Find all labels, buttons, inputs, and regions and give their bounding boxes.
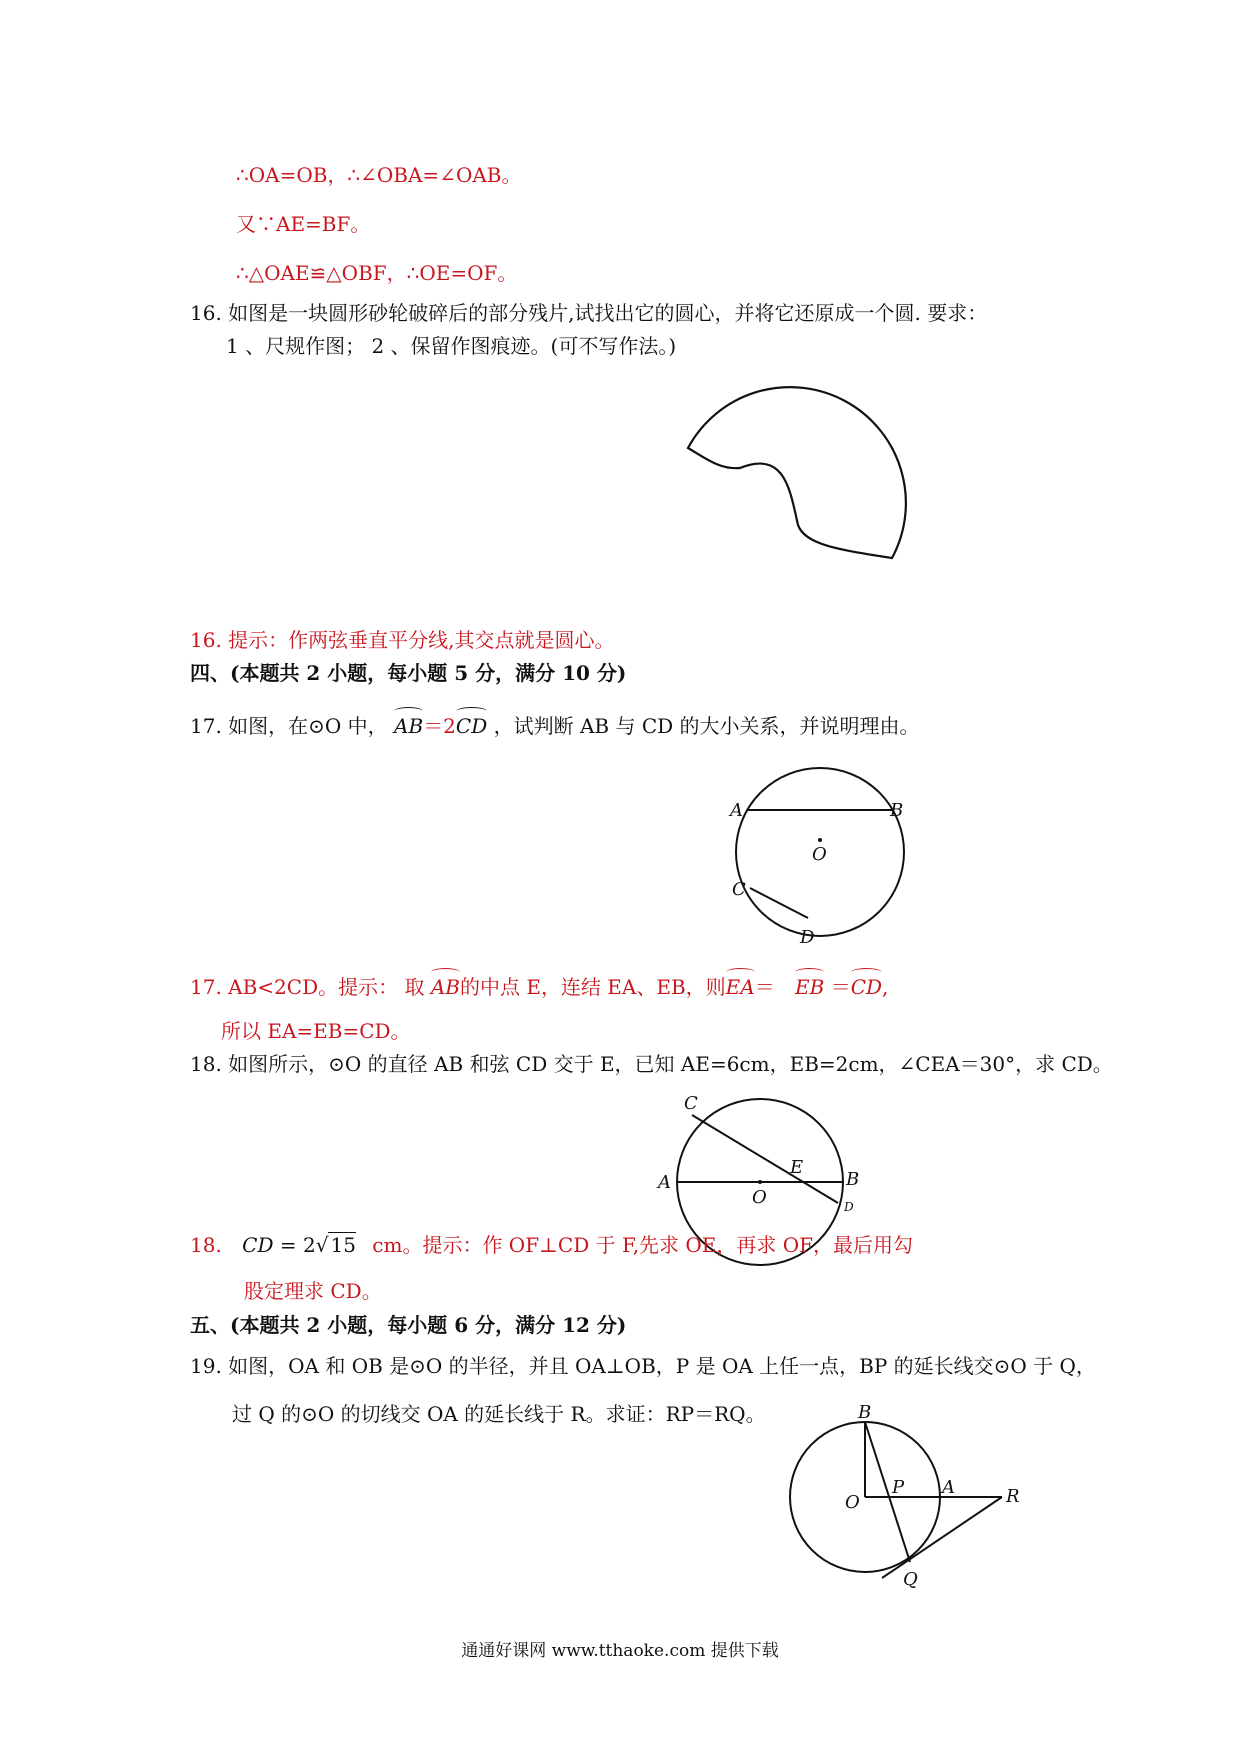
q17-answer-eq2: ＝ (830, 975, 851, 999)
q17-label-o: O (812, 844, 827, 865)
q17-answer-mid: 的中点 E，连结 EA、EB，则 (459, 975, 726, 999)
q16-hint: 16. 提示：作两弦垂直平分线,其交点就是圆心。 (190, 628, 615, 652)
q18-answer-rest: cm。提示：作 OF⊥CD 于 F,先求 OE，再求 OF，最后用勾 (372, 1233, 914, 1257)
q18-label-e: E (790, 1157, 804, 1178)
q19-circle-figure (770, 1400, 1040, 1590)
q18-center-point (758, 1180, 762, 1184)
q19-text-line-1: 19. 如图，OA 和 OB 是⊙O 的半径，并且 OA⊥OB，P 是 OA 上任一点，BP 的延长线交⊙O 于 Q， (190, 1354, 1096, 1378)
q17-answer-arc-ab: AB (430, 975, 460, 999)
q18-answer-num: 18. (190, 1233, 222, 1257)
q17-eq: ＝2 (423, 714, 456, 738)
q17-answer-arc-eb: EB (795, 975, 825, 999)
q17-answer-end: , (882, 975, 889, 999)
q17-chord-cd (750, 888, 808, 918)
section-4-heading: 四、(本题共 2 小题，每小题 5 分，满分 10 分) (190, 661, 627, 685)
q17-answer-pre: 17. AB<2CD。提示： 取 (190, 975, 425, 999)
q18-label-c: C (684, 1093, 698, 1114)
q18-answer-eq: = 2 (273, 1233, 316, 1257)
q19-text-line-2: 过 Q 的⊙O 的切线交 OA 的延长线于 R。求证：RP＝RQ。 (232, 1402, 766, 1426)
q18-label-b: B (846, 1169, 860, 1190)
q18-answer-radicand: 15 (330, 1233, 356, 1257)
q17-text-post: ，试判断 AB 与 CD 的大小关系，并说明理由。 (493, 714, 920, 738)
q18-label-a: A (658, 1172, 671, 1193)
page-footer: 通通好课网 www.tthaoke.com 提供下载 (461, 1641, 779, 1661)
q19-label-b: B (858, 1402, 872, 1423)
proof-line-3: ∴△OAE≌△OBF，∴OE=OF。 (236, 261, 518, 285)
q17-answer-line-1 (190, 974, 888, 1000)
q17-answer-line-2: 所以 EA=EB=CD。 (221, 1019, 411, 1043)
q17-label-a: A (730, 800, 743, 821)
q18-answer-line-2: 股定理求 CD。 (244, 1279, 382, 1303)
q18-answer-line-1 (190, 1232, 913, 1258)
q17-center-point (818, 838, 822, 842)
q17-answer-arc-ea: EA (725, 975, 755, 999)
q18-label-o: O (752, 1187, 767, 1208)
q18-answer-formula: CD = 2√ 15 (242, 1233, 356, 1257)
q17-text-pre: 17. 如图，在⊙O 中， (190, 714, 388, 738)
q17-arc-ab: AB (394, 714, 424, 738)
q19-label-r: R (1006, 1486, 1020, 1507)
q16-text-line-2: 1 、尺规作图； 2 、保留作图痕迹。(可不写作法。) (226, 334, 677, 358)
q16-broken-wheel-figure (670, 380, 910, 570)
proof-line-1: ∴OA=OB，∴∠OBA=∠OAB。 (236, 163, 522, 187)
q19-tangent-rq (882, 1497, 1002, 1578)
q17-question (190, 713, 920, 739)
proof-line-2: 又∵AE=BF。 (236, 212, 371, 236)
q17-label-c: C (732, 879, 746, 900)
q18-question: 18. 如图所示，⊙O 的直径 AB 和弦 CD 交于 E，已知 AE=6cm，EB=2cm，∠CEA＝30°，求 CD。 (190, 1052, 1113, 1076)
q17-arc-cd: CD (455, 714, 488, 738)
q17-circle-figure (720, 760, 920, 950)
q18-label-d: D (844, 1200, 854, 1214)
q18-answer-cd: CD (242, 1233, 274, 1257)
q17-answer-eq1: ＝ (754, 975, 775, 999)
section-5-heading: 五、(本题共 2 小题，每小题 6 分，满分 12 分) (190, 1313, 627, 1337)
q19-label-a: A (942, 1477, 955, 1498)
q17-answer-arc-cd: CD (850, 975, 883, 999)
wheel-fragment-outline (688, 387, 906, 558)
q17-label-d: D (800, 927, 815, 948)
q19-label-p: P (892, 1477, 905, 1498)
q19-label-o: O (845, 1492, 860, 1513)
q19-label-q: Q (903, 1569, 918, 1590)
q16-text-line-1: 16. 如图是一块圆形砂轮破碎后的部分残片,试找出它的圆心，并将它还原成一个圆. 要求： (190, 301, 988, 325)
q17-label-b: B (890, 800, 904, 821)
